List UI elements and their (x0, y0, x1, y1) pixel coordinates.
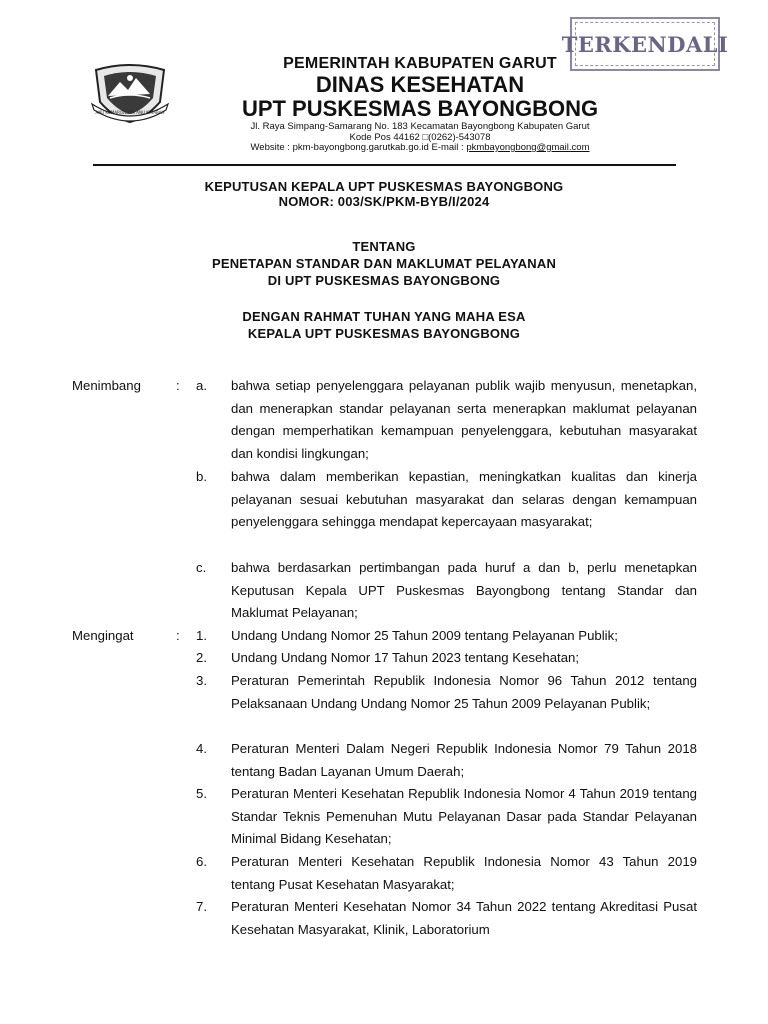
mengingat-item-2: Undang Undang Nomor 17 Tahun 2023 tentang Kesehatan; (231, 650, 580, 665)
header-divider (93, 164, 676, 166)
menimbang-mark-b: b. (196, 469, 207, 484)
mengingat-item-3: Peraturan Pemerintah Republik Indonesia Nomor 96 Tahun 2012 tentang Pelaksanaan Undang Undang Nomor 25 Tahun 2009 Pelayanan Publik; (231, 673, 697, 711)
logo-ring-text: ANU KOMARONDOK ANU KATABAH (95, 110, 165, 115)
address-line-1: Jl. Raya Simpang-Samarang No. 183 Kecamatan Bayongbong Kabupaten Garut (250, 121, 590, 132)
mengingat-mark-5: 5. (196, 786, 207, 801)
decree-title: KEPUTUSAN KEPALA UPT PUSKESMAS BAYONGBONG (204, 179, 564, 194)
mengingat-mark-4: 4. (196, 741, 207, 756)
menimbang-item-a: bahwa setiap penyelenggara pelayanan publik wajib menyusun, menetapkan, dan menerapkan standar pelayanan serta menerapkan maklumat pelayanan dengan memperhatikan kemampuan penyelenggara, kebutuhan masyarakat dan kondisi lingkungan; (231, 378, 697, 461)
mengingat-mark-6: 6. (196, 854, 207, 869)
menimbang-item-b: bahwa dalam memberikan kepastian, meningkatkan kualitas dan kinerja pelayanan sesuai kebutuhan masyarakat dan selaras dengan kemampuan penyelenggara sehingga mendapat kepercayaan masyarakat; (231, 469, 697, 529)
government-name: PEMERINTAH KABUPATEN GARUT (283, 55, 557, 72)
subject-line-1: PENETAPAN STANDAR DAN MAKLUMAT PELAYANAN (211, 256, 557, 271)
mengingat-colon: : (176, 628, 180, 643)
mengingat-item-7: Peraturan Menteri Kesehatan Nomor 34 Tahun 2022 tentang Akreditasi Pusat Kesehatan Masyarakat, Klinik, Laboratorium (231, 899, 697, 937)
invocation-line-1: DENGAN RAHMAT TUHAN YANG MAHA ESA (242, 309, 526, 324)
mengingat-label: Mengingat (72, 628, 134, 643)
mengingat-item-6: Peraturan Menteri Kesehatan Republik Indonesia Nomor 43 Tahun 2019 tentang Pusat Kesehatan Masyarakat; (231, 854, 697, 892)
about-label: TENTANG (352, 239, 416, 254)
subject-line-2: DI UPT PUSKESMAS BAYONGBONG (267, 273, 501, 288)
decree-number: NOMOR: 003/SK/PKM-BYB/I/2024 (278, 194, 490, 209)
mengingat-mark-7: 7. (196, 899, 207, 914)
menimbang-item-c: bahwa berdasarkan pertimbangan pada huruf a dan b, perlu menetapkan Keputusan Kepala UPT Puskesmas Bayongbong tentang Standar dan Maklumat Pelayanan; (231, 560, 697, 620)
mengingat-mark-2: 2. (196, 650, 207, 665)
email-link[interactable]: pkmbayongbong@gmail.com (466, 142, 590, 153)
address-line-2: Kode Pos 44162 □(0262)-543078 (349, 132, 491, 143)
mengingat-item-5: Peraturan Menteri Kesehatan Republik Indonesia Nomor 4 Tahun 2019 tentang Standar Teknis Pemenuhan Mutu Pelayanan Dasar pada Standar Pelayanan Minimal Bidang Kesehatan; (231, 786, 697, 846)
website-text: Website : pkm-bayongbong.garutkab.go.id E-mail : (250, 142, 467, 153)
unit-name: UPT PUSKESMAS BAYONGBONG (241, 96, 599, 121)
website-line (190, 142, 650, 153)
menimbang-label: Menimbang (72, 378, 141, 393)
mengingat-mark-3: 3. (196, 673, 207, 688)
mengingat-item-4: Peraturan Menteri Dalam Negeri Republik Indonesia Nomor 79 Tahun 2018 tentang Badan Layanan Umum Daerah; (231, 741, 697, 779)
garut-regency-logo-icon (90, 58, 170, 124)
menimbang-colon: : (176, 378, 180, 393)
mengingat-mark-1: 1. (196, 628, 207, 643)
invocation-line-2: KEPALA UPT PUSKESMAS BAYONGBONG (247, 326, 521, 341)
menimbang-mark-c: c. (196, 560, 207, 575)
stamp-text: TERKENDALI (575, 22, 715, 66)
department-name: DINAS KESEHATAN (315, 72, 525, 97)
menimbang-mark-a: a. (196, 378, 207, 393)
mengingat-item-1: Undang Undang Nomor 25 Tahun 2009 tentang Pelayanan Publik; (231, 628, 618, 643)
